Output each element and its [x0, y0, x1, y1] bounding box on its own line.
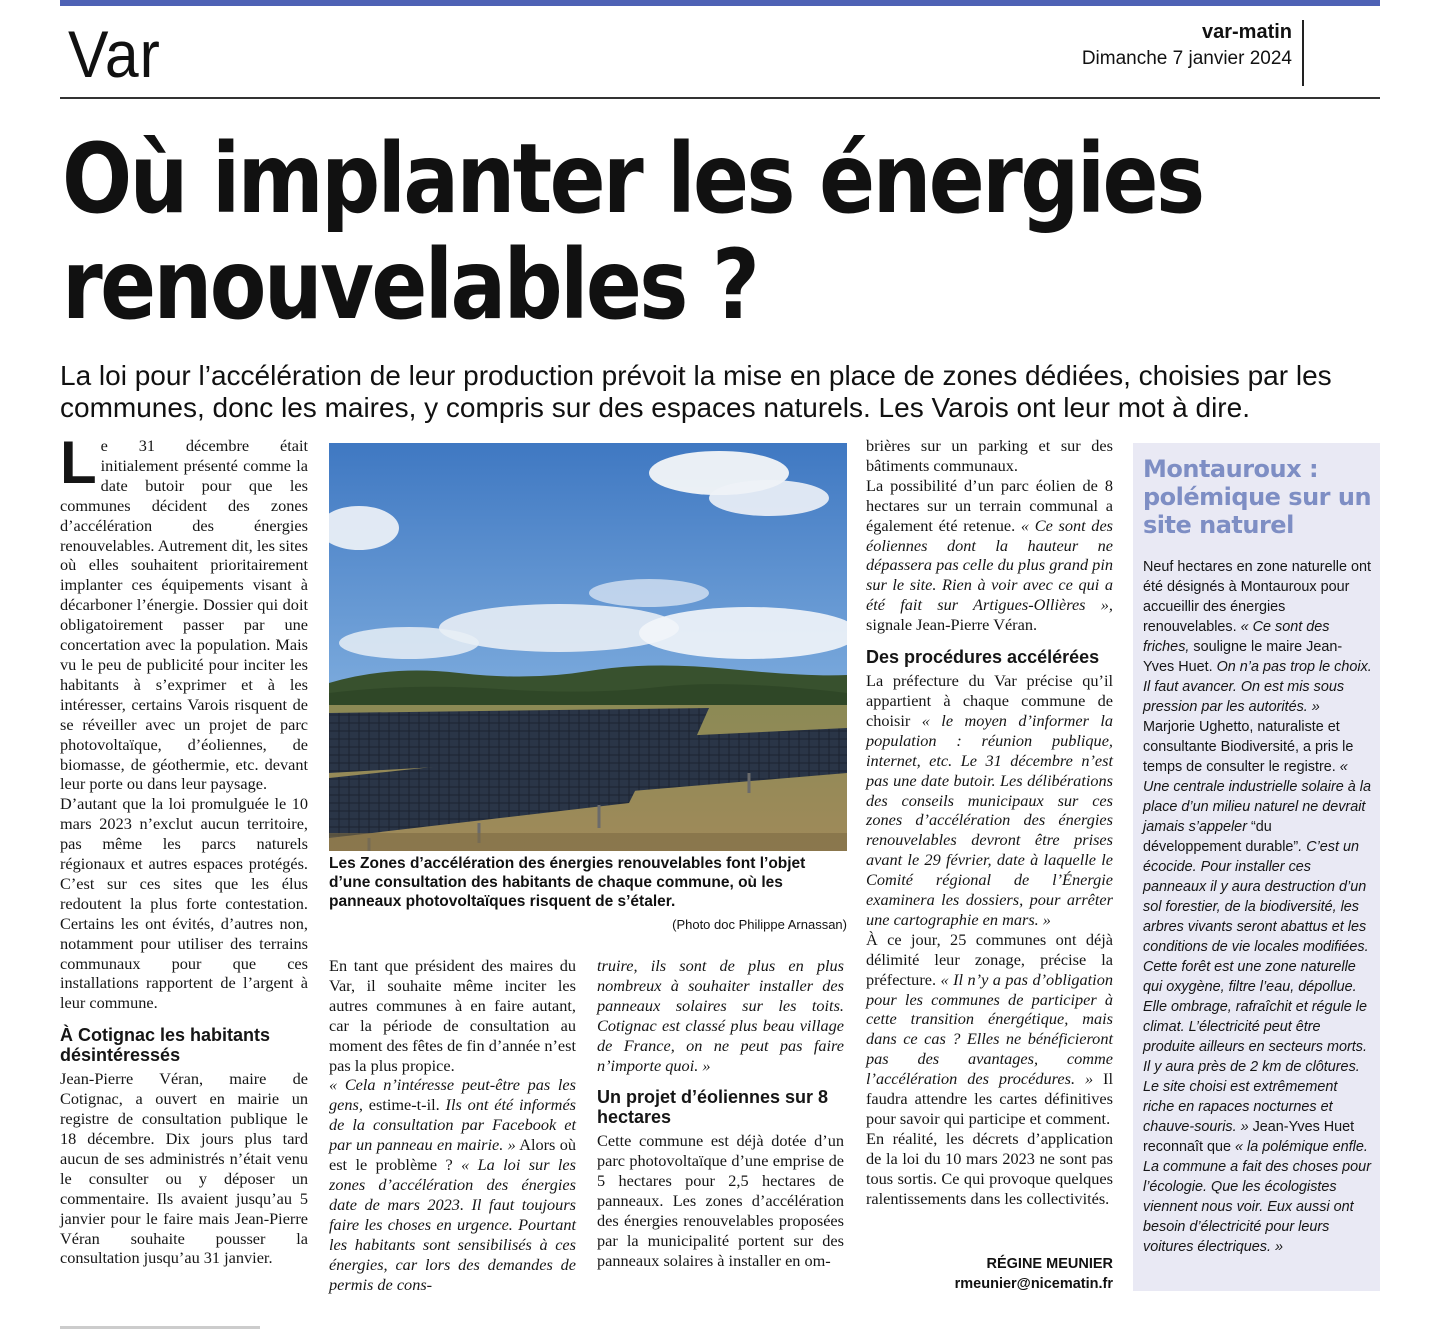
quote: « Ce sont des friches,	[1143, 619, 1330, 655]
sidebar-box	[1133, 443, 1380, 1291]
paragraph: D’autant que la loi promulguée le 10 mars 2023 n’exclut aucun territoire, pas même les parcs naturels régionaux et autres espaces protégés. C’est sur ces sites que les élus redoutent la plus forte contestation. Certains les ont évités, d’autres non, notamment pour utiliser des terrains communaux pour que ces installations rapportent de l’argent à leur commune.	[60, 794, 308, 1013]
sidebar-text: Jean-Yves Huet reconnaît que	[1143, 1119, 1355, 1155]
paragraph: En réalité, les décrets d’application de la loi du 10 mars 2023 ne sont pas tous sortis. Ce qui provoque quelques ralentissements dans les collectivités.	[866, 1128, 1113, 1208]
quote: . C’est un écocide. Pour installer ces panneaux il y aura destruction d’un sol forestier, de la biodiversité, les arbres vivants seront abattus et les conditions de vie locales modifiées. Cette forêt est une zone naturelle qui oxygène, filtre l’eau, dépollue. Elle ombrage, rafraîchit et régule le climat. L’électricité peut être produite ailleurs en secteurs morts. Il y aura près de 2 km de clôtures. Le site choisi est extrêmement riche en rapaces nocturnes et chauve-souris. »	[1143, 839, 1369, 1135]
paragraph-text: signale Jean-Pierre Véran.	[866, 615, 1038, 635]
quote: « la polémique enfle. La commune a fait des choses pour l’écologie. Que les écologistes viennent nous voir. Eux aussi ont besoin d’électricité pour leurs voitures électriques. »	[1143, 1139, 1371, 1255]
paragraph: En tant que président des maires du Var, il souhaite même inciter les autres communes à en faire autant, car la période de consultation au moment des fêtes de fin d’année n’est pas la plus propice.	[329, 956, 576, 1075]
paragraph	[866, 930, 1113, 1129]
section-title: Var	[68, 17, 161, 91]
quote: On n’a pas trop le choix. Il faut avancer. On est mis sous pression par les autorités. »	[1143, 659, 1372, 715]
paragraph: Jean-Pierre Véran, maire de Cotignac, a ouvert en mairie un registre de consultation publique le 18 décembre. Dix jours plus tard aucun de ses administrés n’était venu le consulter ou y déposer un commentaire. Ils avaient jusqu’au 5 janvier pour le faire mais Jean-Pierre Véran souhaite pousser la consultation jusqu’au 31 janvier.	[60, 1069, 308, 1268]
masthead	[1082, 20, 1292, 72]
paragraph	[329, 1075, 576, 1294]
standfirst: La loi pour l’accélération de leur production prévoit la mise en place de zones dédiées, choisies par les communes, donc les maires, y compris sur des espaces naturels. Les Varois ont leur mot à dire.	[60, 360, 1332, 423]
paragraph-text: La possibilité d’un parc éolien de 8 hectares sur un terrain communal a également été retenue.	[866, 475, 1113, 535]
masthead-divider	[1302, 20, 1304, 86]
quote: truire, ils sont de plus en plus nombreux à souhaiter installer des panneaux solaires sur les toits. Cotignac est classé plus beau village de France, on ne peut pas faire n’importe quoi. »	[597, 956, 844, 1075]
article-column-3	[597, 956, 844, 1271]
article-column-4	[866, 436, 1113, 1209]
next-article-hint	[60, 1326, 260, 1329]
author-name: RÉGINE MEUNIER	[986, 1256, 1113, 1272]
subheading-cotignac: À Cotignac les habitants désintéressés	[60, 1025, 271, 1066]
article-column-1	[60, 429, 308, 1268]
sidebar-text: Marjorie Ughetto, naturaliste et consultante Biodiversité, a pris le temps de consulter le registre.	[1143, 719, 1354, 775]
sidebar-body	[1143, 557, 1372, 1257]
newspaper-brand: var-matin	[1201, 21, 1292, 43]
paragraph-text: Il faudra attendre les cartes définitives pour savoir qui participe et comment.	[866, 1069, 1113, 1128]
sidebar-text: souligne le maire Jean-Yves Huet.	[1143, 639, 1343, 675]
quote: « le moyen d’informer la population : réunion publique, internet, etc. Le 31 décembre n’est pas une date butoir. Les délibérations des conseils municipaux sur ces zones d’accélération des énergies renouvelables devront être prises avant le 29 février, date à laquelle le Comité régional de l’Énergie examinera les dossiers, pour arrêter une cartographie en mars. »	[866, 710, 1113, 929]
author-email[interactable]: rmeunier@nicematin.fr	[954, 1276, 1113, 1292]
quote: « Cela n’intéresse peut-être pas les gens,	[329, 1075, 576, 1115]
article-column-2	[329, 956, 576, 1294]
paragraph-text: La préfecture du Var précise qu’il appartient à chaque commune de choisir	[866, 671, 1113, 730]
solar-farm-photo	[329, 443, 847, 851]
paragraph	[866, 476, 1113, 635]
photo-credit: (Photo doc Philippe Arnassan)	[672, 917, 847, 932]
paragraph-text: estime-t-il.	[362, 1095, 446, 1115]
headline-line-1: Où implanter les énergies	[62, 123, 1203, 235]
paragraph-text: Alors où est le problème ?	[329, 1135, 577, 1175]
issue-date: Dimanche 7 janvier 2024	[1081, 48, 1292, 69]
header-rule	[60, 97, 1380, 99]
quote: « La loi sur les zones d’accélération des énergies date de mars 2023. Il faut toujours faire les choses en urgence. Pourtant les habitants sont sensibilisés à ces énergies, car lors des demandes de permis de cons-	[329, 1155, 576, 1294]
byline	[866, 1254, 1113, 1294]
paragraph-text: À ce jour, 25 communes ont déjà délimité leur zonage, précise la préfecture.	[866, 929, 1113, 989]
paragraph: Cette commune est déjà dotée d’un parc photovoltaïque d’une emprise de 5 hectares pour 2,5 hectares de panneaux. Les zones d’accélération des énergies renouvelables proposées par la municipalité portent sur des panneaux solaires à installer en om-	[597, 1131, 844, 1270]
paragraph	[866, 671, 1113, 930]
headline	[62, 123, 1203, 341]
paragraph	[60, 429, 308, 794]
paragraph: brières sur un parking et sur des bâtiments communaux.	[866, 436, 1113, 475]
top-accent-bar	[60, 0, 1380, 6]
quote: « Une centrale industrielle solaire à la place d’un milieu naturel ne devrait jamais s’appeler	[1143, 759, 1371, 835]
drop-cap: L	[60, 429, 97, 496]
quote: « Il n’y a pas d’obligation pour les communes de participer à cette transition énergétique, mais dans ce cas ? Elles ne bénéficieront pas des avantages, comme l’accélération des procédures. »	[866, 969, 1113, 1089]
photo-caption: Les Zones d’accélération des énergies renouvelables font l’objet d’une consultation des habitants de chaque commune, où les panneaux photovoltaïques risquent de s’étaler.	[329, 855, 806, 910]
headline-line-2: renouvelables ?	[62, 229, 758, 341]
subheading-procedures: Des procédures accélérées	[866, 647, 1100, 668]
paragraph-text: e 31 décembre était initialement présenté comme la date butoir pour que les communes décident des zones d’accélération des énergies renouvelables. Autrement dit, les sites où elles souhaitent prioritairement implanter ces équipements visant à décarboner l’énergie. Dossier qui doit obligatoirement passer par une concertation avec la population. Mais vu le peu de publicité pour inciter les habitants à s’exprimer et à les intéresser, certains Varois risquent de se réveiller avec un projet de parc photovoltaïque, d’éoliennes, de biomasse, de géothermie, etc. devant leur porte ou dans leur paysage.	[60, 436, 308, 794]
sidebar-text: “du développement durable”	[1143, 819, 1299, 855]
sidebar-title: Montauroux : polémique sur un site naturel	[1143, 455, 1372, 539]
quote: Ils ont été informés de la consultation par Facebook et par un panneau en mairie. »	[329, 1095, 577, 1155]
quote: « Ce sont des éoliennes dont la hauteur ne dépassera pas celle du plus grand pin sur le site. Rien à voir avec ce qui a été fait sur Artigues-Ollières »,	[866, 515, 1113, 615]
subheading-eoliennes: Un projet d’éoliennes sur 8 hectares	[597, 1087, 829, 1128]
sidebar-text: Neuf hectares en zone naturelle ont été désignés à Montauroux pour accueillir des énergies renouvelables.	[1143, 559, 1372, 635]
